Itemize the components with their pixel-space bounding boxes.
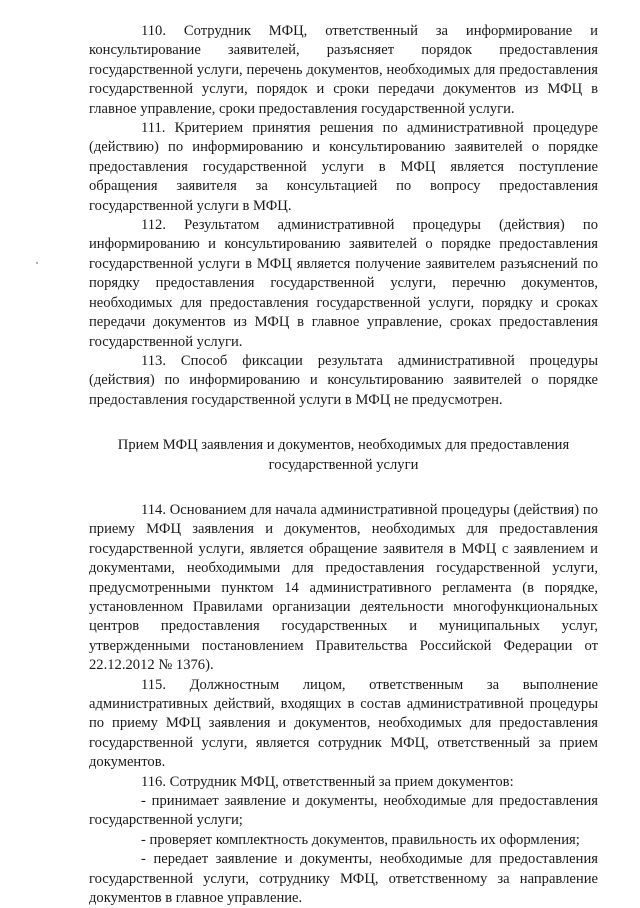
paragraph-114: 114. Основанием для начала административной процедуры (действия) по приему МФЦ заявления и документов, необходимых для предоставления государственной услуги, является обращение заявителя в МФЦ с заявлением и документами, необходимыми для предоставления государственной услуги, предусмотренными пунктом 14 административного регламента (в порядке, установленном Правилами организации деятельности многофункциональных центров предоставления государственных и муниципальных услуг, утвержденными постановлением Правительства Российской Федерации от 22.12.2012 № 1376). [89, 501, 598, 674]
paragraph-116: 116. Сотрудник МФЦ, ответственный за прием документов: [141, 773, 514, 790]
list-item-accepts: - принимает заявление и документы, необходимые для предоставления государственной услуги; [89, 793, 598, 829]
paragraph-113: 113. Способ фиксации результата административной процедуры (действия) по информированию и консультированию заявителей о порядке предоставления государственной услуги в МФЦ не предусмотрен. [89, 352, 598, 408]
scan-speck [36, 262, 38, 264]
document-page [89, 22, 598, 908]
paragraph-115: 115. Должностным лицом, ответственным за выполнение административных действий, входящих в состав административной процедуры по приему МФЦ заявления и документов, необходимых для предоставления государственной услуги, является сотрудник МФЦ, ответственный за прием документов. [89, 676, 598, 771]
list-item-transfers: - передает заявление и документы, необходимые для предоставления государственной услуги, сотруднику МФЦ, ответственному за направление документов в главное управление. [89, 851, 598, 907]
list-item-checks: - проверяет комплектность документов, правильность их оформления; [141, 831, 580, 848]
section-heading: Прием МФЦ заявления и документов, необходимых для предоставления государственной услуги [117, 437, 570, 473]
paragraph-110: 110. Сотрудник МФЦ, ответственный за информирование и консультирование заявителей, разъясняет порядок предоставления государственной услуги, перечень документов, необходимых для предоставления государственной услуги, порядок и сроки передачи документов из МФЦ в главное управление, сроки предоставления государственной услуги. [89, 23, 598, 117]
paragraph-111: 111. Критерием принятия решения по административной процедуре (действию) по информированию и консультированию заявителей о порядке предоставления государственной услуги в МФЦ является поступление обращения заявителя за консультацией по вопросу предоставления государственной услуги в МФЦ. [89, 120, 598, 214]
paragraph-112: 112. Результатом административной процедуры (действия) по информированию и консультированию заявителей о порядке предоставления государственной услуги в МФЦ является получение заявителем разъяснений по порядку предоставления государственной услуги, перечню документов, необходимых для предоставления государственной услуги, порядку и сроках передачи документов из МФЦ в главное управление, сроках предоставления государственной услуги. [89, 217, 598, 350]
